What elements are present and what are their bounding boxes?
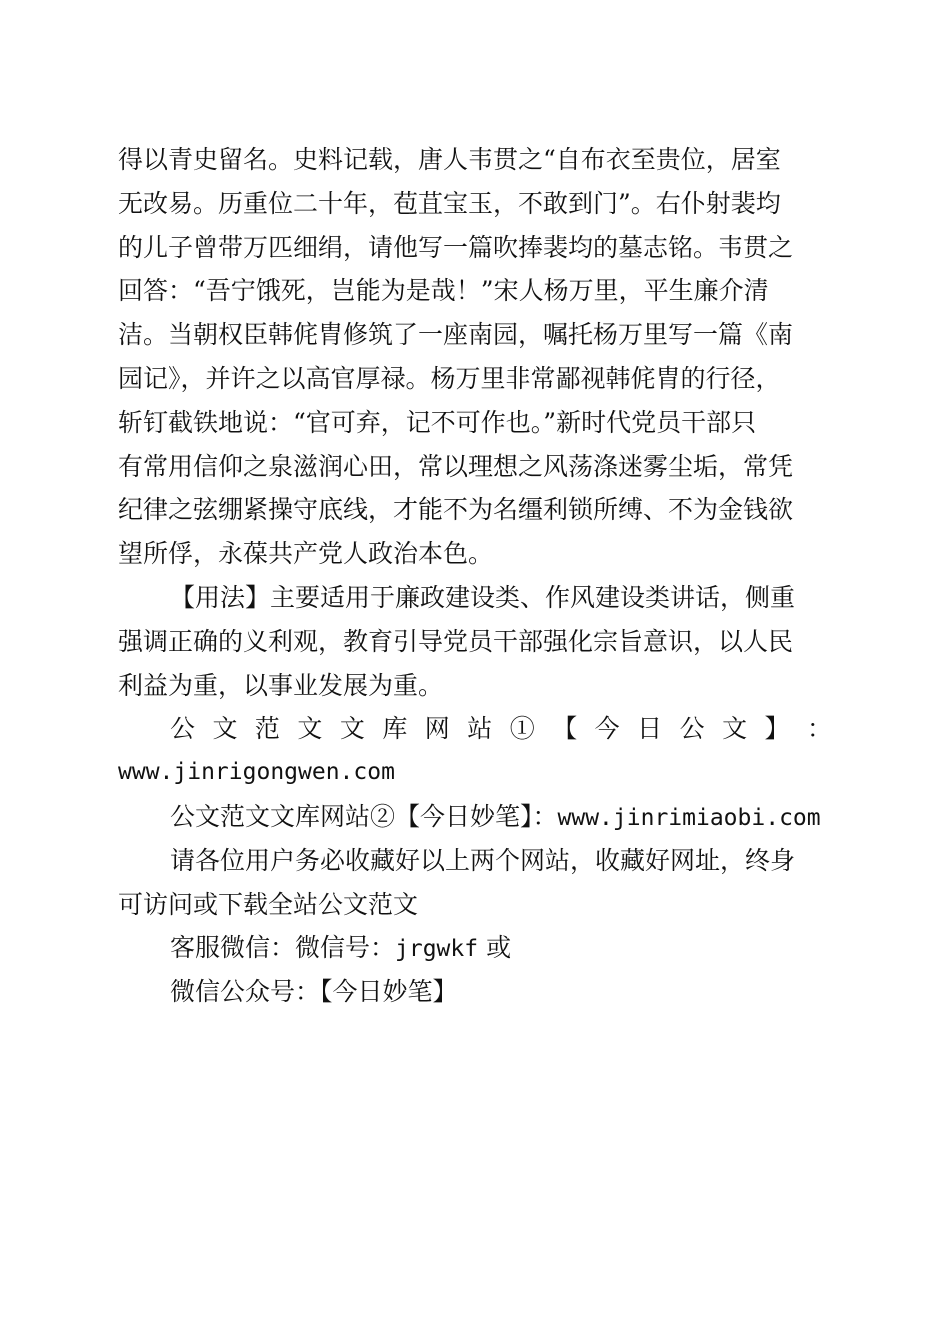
text-line: 强调正确的义利观，教育引导党员干部强化宗旨意识，以人民 [118, 626, 794, 656]
text-line: 利益为重，以事业发展为重。 [118, 670, 444, 700]
site-two-url[interactable]: www.jinrimiaobi.com [557, 804, 821, 831]
site-one-label: 公 文 范 文 文 库 网 站 ① 【 今 日 公 文 】 ： [170, 714, 832, 744]
site-two-line [118, 795, 832, 839]
text-line: 纪律之弦绷紧操守底线，才能不为名缰利锁所缚、不为金钱欲 [118, 495, 794, 525]
document-body [118, 138, 832, 1014]
notice-paragraph [118, 839, 832, 927]
text-line: 望所俘，永葆共产党人政治本色。 [118, 539, 494, 569]
text-line: 洁。当朝权臣韩侂胄修筑了一座南园，嘱托杨万里写一篇《南 [118, 320, 794, 350]
paragraph-usage [118, 576, 832, 707]
text-line: 园记》，并许之以高官厚禄。杨万里非常鄙视韩侂胄的行径， [118, 363, 781, 393]
wechat-official-line: 微信公众号：【今日妙笔】 [170, 977, 458, 1007]
text-line: 得以青史留名。史料记载，唐人韦贯之“自布衣至贵位，居室 [118, 145, 781, 174]
text-line: 无改易。历重位二十年，苞苴宝玉，不敢到门”。右仆射裴均 [118, 188, 781, 218]
wechat-service-suffix: 或 [486, 933, 512, 963]
text-line: 请各位用户务必收藏好以上两个网站，收藏好网址，终身 [170, 845, 796, 875]
text-line: 回答：“吾宁饿死，岂能为是哉！”宋人杨万里，平生廉介清 [118, 276, 769, 306]
text-line: 有常用信仰之泉滋润心田，常以理想之风荡涤迷雾尘垢，常凭 [118, 451, 794, 481]
text-line: 斩钉截铁地说：“官可弃，记不可作也。”新时代党员干部只 [118, 407, 757, 437]
wechat-service-line [118, 926, 832, 970]
site-two-label: 公文范文文库网站②【今日妙笔】： [170, 801, 558, 831]
text-line: 的儿子曾带万匹细绢，请他写一篇吹捧裴均的墓志铭。韦贯之 [118, 232, 794, 262]
text-line: 可访问或下载全站公文范文 [118, 889, 419, 919]
site-one-url[interactable]: www.jinrigongwen.com [118, 759, 395, 786]
wechat-service-id: jrgwkf [395, 936, 479, 963]
text-line: 【用法】主要适用于廉政建设类、作风建设类讲话，侧重 [170, 582, 796, 612]
wechat-service-label: 客服微信：微信号： [170, 933, 396, 963]
paragraph-history [118, 138, 832, 576]
site-one-block [118, 707, 832, 795]
